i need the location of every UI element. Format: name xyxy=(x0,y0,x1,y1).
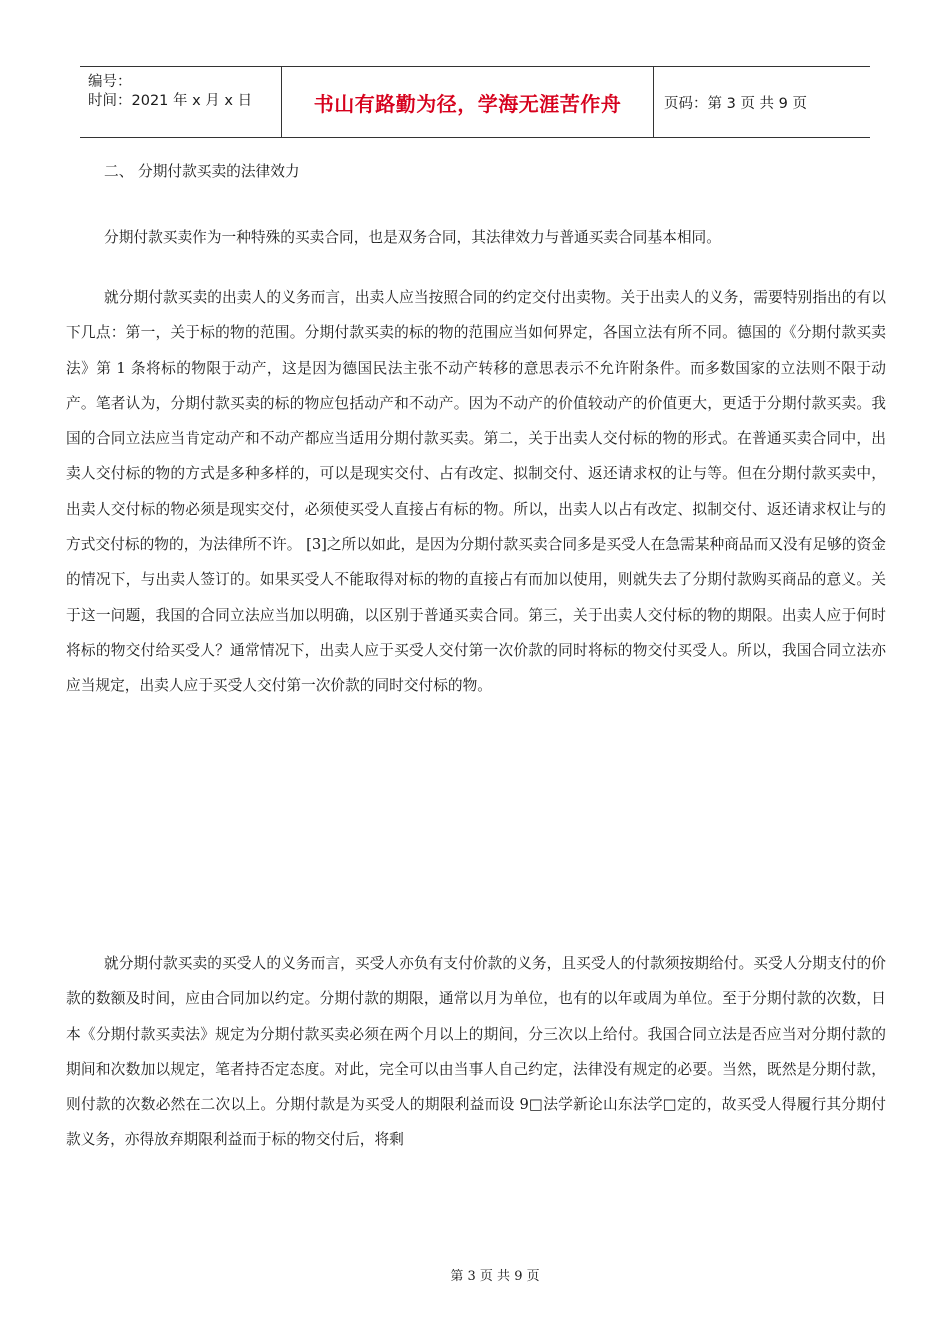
page-header xyxy=(80,66,870,138)
header-motto: 书山有路勤为径，学海无涯苦作舟 xyxy=(282,67,654,137)
header-meta xyxy=(80,67,282,137)
page-footer: 第 3 页 共 9 页 xyxy=(450,1269,540,1284)
section-title: 二、 分期付款买卖的法律效力 xyxy=(104,163,300,180)
paragraph: 就分期付款买卖的出卖人的义务而言，出卖人应当按照合同的约定交付出卖物。关于出卖人的义务，需要特别指出的有以下几点：第一，关于标的物的范围。分期付款买卖的标的物的范围应当如何界定，各国立法有所不同。德国的《分期付款买卖法》第 1 条将标的物限于动产，这是因为德国民法主张不动产转移的意思表示不允许附条件。而多数国家的立法则不限于动产。笔者认为，分期付款买卖的标的物应包括动产和不动产。因为不动产的价值较动产的价值更大，更适于分期付款买卖。我国的合同立法应当肯定动产和不动产都应当适用分期付款买卖。第二，关于出卖人交付标的物的形式。在普通买卖合同中，出卖人交付标的物的方式是多种多样的，可以是现实交付、占有改定、拟制交付、返还请求权的让与等。但在分期付款买卖中，出卖人交付标的物必须是现实交付，必须使买受人直接占有标的物。所以，出卖人以占有改定、拟制交付、返还请求权让与的方式交付标的物的，为法律所不许。 [3]之所以如此，是因为分期付款买卖合同多是买受人在急需某种商品而又没有足够的资金的情况下，与出卖人签订的。如果买受人不能取得对标的物的直接占有而加以使用，则就失去了分期付款购买商品的意义。关于这一问题，我国的合同立法应当加以明确，以区别于普通买卖合同。第三，关于出卖人交付标的物的期限。出卖人应于何时将标的物交付给买受人？通常情况下，出卖人应于买受人交付第一次价款的同时将标的物交付买受人。所以，我国合同立法亦应当规定，出卖人应于买受人交付第一次价款的同时交付标的物。 xyxy=(66,289,886,695)
header-page-number: 页码：第 3 页 共 9 页 xyxy=(664,95,807,112)
paragraph: 就分期付款买卖的买受人的义务而言，买受人亦负有支付价款的义务，且买受人的付款须按期给付。买受人分期支付的价款的数额及时间，应由合同加以约定。分期付款的期限，通常以月为单位，也有的以年或周为单位。至于分期付款的次数，日本《分期付款买卖法》规定为分期付款买卖必须在两个月以上的期间，分三次以上给付。我国合同立法是否应当对分期付款的期间和次数加以规定，笔者持否定态度。对此，完全可以由当事人自己约定，法律没有规定的必要。当然，既然是分期付款，则付款的次数必然在二次以上。分期付款是为买受人的期限利益而设 9□法学新论山东法学□定的，故买受人得履行其分期付款义务，亦得放弃期限利益而于标的物交付后，将剩 xyxy=(66,955,886,1149)
document-number: 编号： xyxy=(88,74,132,90)
paragraph: 分期付款买卖作为一种特殊的买卖合同，也是双务合同，其法律效力与普通买卖合同基本相同。 xyxy=(104,229,721,246)
document-date: 时间：2021 年 x 月 x 日 xyxy=(88,93,253,109)
